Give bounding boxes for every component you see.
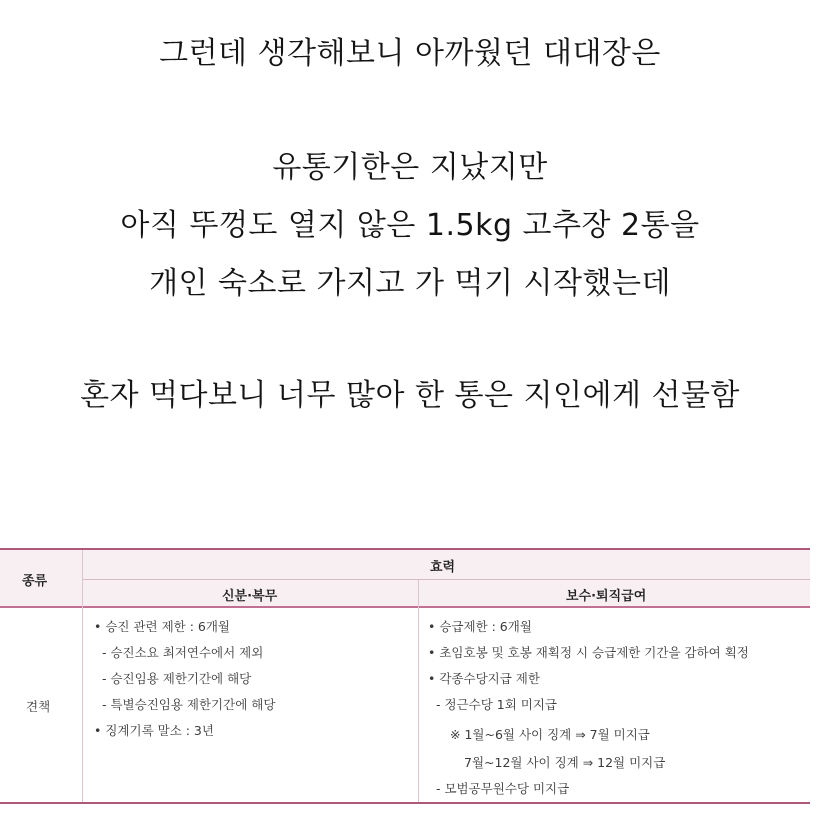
caption-line-4: 개인 숙소로 가지고 가 먹기 시작했는데 xyxy=(149,266,671,301)
table-row-type: 견책 xyxy=(26,699,51,714)
table-mid-rule xyxy=(82,579,810,580)
table-column-divider-1 xyxy=(82,550,83,802)
table-header-effect: 효력 xyxy=(430,560,456,575)
left-item: • 승진 관련 제한 : 6개월 xyxy=(94,619,231,634)
table-subheader-pay: 보수·퇴직급여 xyxy=(566,589,647,604)
left-item: - 특별승진임용 제한기간에 해당 xyxy=(102,697,276,712)
right-item: • 초임호봉 및 호봉 재획정 시 승급제한 기간을 감하여 획정 xyxy=(428,645,749,660)
right-item: • 승급제한 : 6개월 xyxy=(428,619,532,634)
right-item: - 모범공무원수당 미지급 xyxy=(436,781,570,796)
left-item: • 징계기록 말소 : 3년 xyxy=(94,723,214,738)
caption-line-1: 그런데 생각해보니 아까웠던 대대장은 xyxy=(159,36,661,71)
table-header-background xyxy=(0,550,810,606)
right-item: ※ 1월~6월 사이 징계 ⇒ 7월 미지급 xyxy=(450,727,650,742)
right-item: • 각종수당지급 제한 xyxy=(428,671,540,686)
left-item: - 승진소요 최저연수에서 제외 xyxy=(102,645,264,660)
table-header-bottom-rule xyxy=(0,606,810,608)
caption-line-5: 혼자 먹다보니 너무 많아 한 통은 지인에게 선물함 xyxy=(80,378,740,413)
table-column-divider-2 xyxy=(418,580,419,802)
left-item: - 승진임용 제한기간에 해당 xyxy=(102,671,252,686)
table-subheader-status: 신분·복무 xyxy=(222,589,278,604)
caption-line-3: 아직 뚜껑도 열지 않은 1.5kg 고추장 2통을 xyxy=(120,208,700,243)
right-item: 7월~12월 사이 징계 ⇒ 12월 미지급 xyxy=(464,755,666,770)
table-top-rule xyxy=(0,548,810,550)
caption-line-2: 유통기한은 지났지만 xyxy=(272,150,548,185)
table-header-type: 종류 xyxy=(22,574,48,589)
right-item: - 정근수당 1회 미지급 xyxy=(436,697,557,712)
table-bottom-rule xyxy=(0,802,810,804)
